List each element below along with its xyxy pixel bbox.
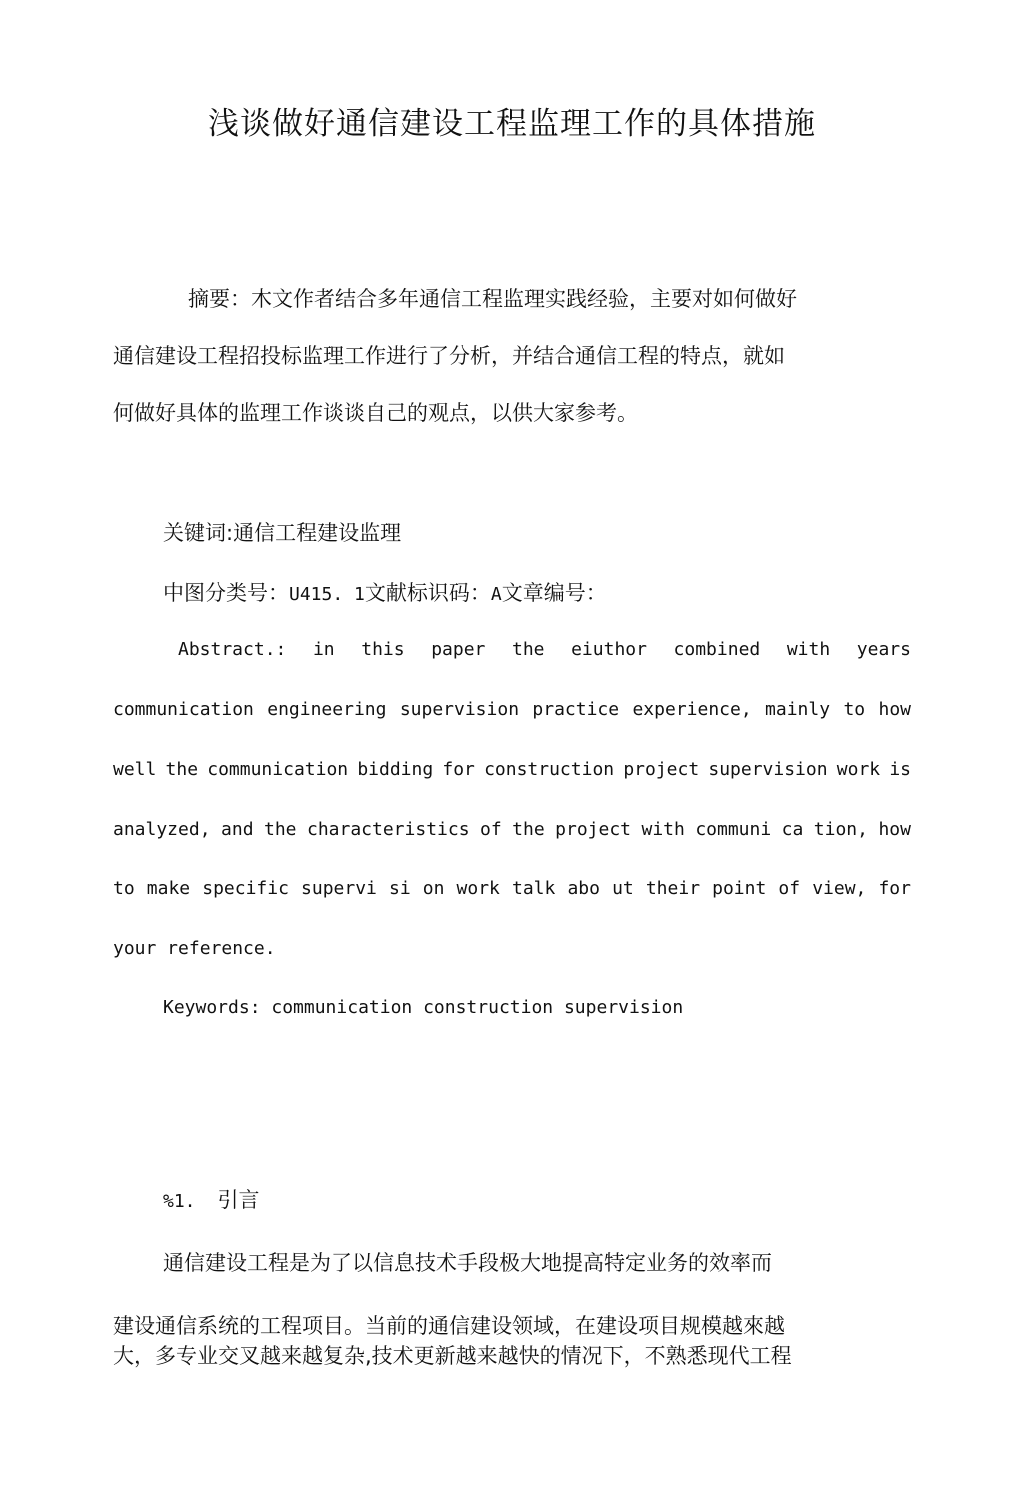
- abstract-en-line-1: [178, 639, 911, 660]
- word: ut: [612, 878, 634, 899]
- word: ca: [781, 819, 804, 840]
- word: bidding: [357, 759, 434, 780]
- abstract-en-line-2: [113, 699, 911, 720]
- abstract-cn-line-2: 通信建设工程招投标监理工作进行了分析，并结合通信工程的特点，就如: [113, 344, 785, 368]
- word: project: [623, 759, 700, 780]
- abstract-cn-line-1: 摘要：木文作者结合多年通信工程监理实践经验，主要对如何做好: [188, 287, 797, 311]
- word: this: [361, 639, 405, 660]
- word: in: [312, 639, 335, 660]
- word: the: [165, 759, 199, 780]
- word: of: [778, 878, 801, 899]
- word: supervision: [399, 699, 520, 720]
- word: to: [113, 878, 135, 899]
- word: project: [555, 819, 632, 840]
- word: for: [878, 878, 911, 899]
- word: experience,: [632, 699, 752, 720]
- word: the: [264, 819, 297, 840]
- article-no-label: 文章编号：: [501, 581, 607, 605]
- section-title: 引言: [217, 1188, 260, 1212]
- word: communication: [113, 699, 254, 720]
- classification-label: 中图分类号：: [163, 581, 289, 605]
- word: is: [889, 759, 911, 780]
- abstract-en-line-4: [113, 819, 911, 840]
- word: the: [511, 639, 545, 660]
- section-paragraph-line-3: 大，多专业交叉越来越复杂,技术更新越来越快的情况下，不熟悉现代工程: [113, 1344, 792, 1368]
- word: work: [456, 878, 500, 899]
- abstract-en-line-5: [113, 878, 911, 899]
- doc-code: A: [490, 584, 502, 605]
- word: view,: [812, 878, 867, 899]
- word: with: [786, 639, 831, 660]
- word: with: [641, 819, 685, 840]
- word: how: [878, 699, 911, 720]
- keywords-en: Keywords: communication construction supervision: [163, 997, 684, 1018]
- keywords-cn: 关键词:通信工程建设监理: [163, 521, 402, 545]
- abstract-en-line-3: [113, 759, 911, 780]
- section-paragraph-line-1: 通信建设工程是为了以信息技术手段极大地提高特定业务的效率而: [163, 1251, 772, 1275]
- word: abo: [567, 878, 600, 899]
- section-number: %1.: [163, 1191, 196, 1212]
- abstract-en-line-6: your reference.: [113, 938, 276, 959]
- word: analyzed,: [113, 819, 211, 840]
- word: years: [856, 639, 911, 660]
- word: specific: [202, 878, 289, 899]
- word: work: [836, 759, 881, 780]
- word: communication: [207, 759, 349, 780]
- word: construction: [484, 759, 615, 780]
- word: supervision: [708, 759, 828, 780]
- word: si: [388, 878, 411, 899]
- word: combined: [673, 639, 761, 660]
- classification-line: [163, 577, 607, 607]
- word: talk: [512, 878, 556, 899]
- word: for: [442, 759, 475, 780]
- word: Abstract.:: [178, 639, 287, 660]
- word: characteristics: [306, 819, 470, 840]
- word: make: [146, 878, 191, 899]
- word: mainly: [765, 699, 831, 720]
- word: to: [843, 699, 866, 720]
- word: communi: [695, 819, 772, 840]
- word: practice: [532, 699, 620, 720]
- abstract-cn-line-3: 何做好具体的监理工作谈谈自己的观点，以供大家参考。: [113, 401, 638, 425]
- word: on: [422, 878, 445, 899]
- section-heading: [163, 1184, 260, 1214]
- section-paragraph-line-2: 建设通信系统的工程项目。当前的通信建设领域，在建设项目规模越來越: [113, 1314, 785, 1338]
- word: point: [712, 878, 767, 899]
- doc-code-label: 文献标识码：: [364, 581, 491, 605]
- word: their: [645, 878, 701, 899]
- word: well: [113, 759, 157, 780]
- word: the: [512, 819, 545, 840]
- classification-number: U415. 1: [289, 584, 365, 605]
- word: of: [480, 819, 502, 840]
- word: and: [221, 819, 254, 840]
- word: eiuthor: [571, 639, 647, 660]
- page-title: 浅谈做好通信建设工程监理工作的具体措施: [208, 106, 816, 142]
- word: paper: [431, 639, 486, 660]
- word: how: [878, 819, 911, 840]
- word: engineering: [267, 699, 387, 720]
- word: supervi: [301, 878, 377, 899]
- word: tion,: [813, 819, 868, 840]
